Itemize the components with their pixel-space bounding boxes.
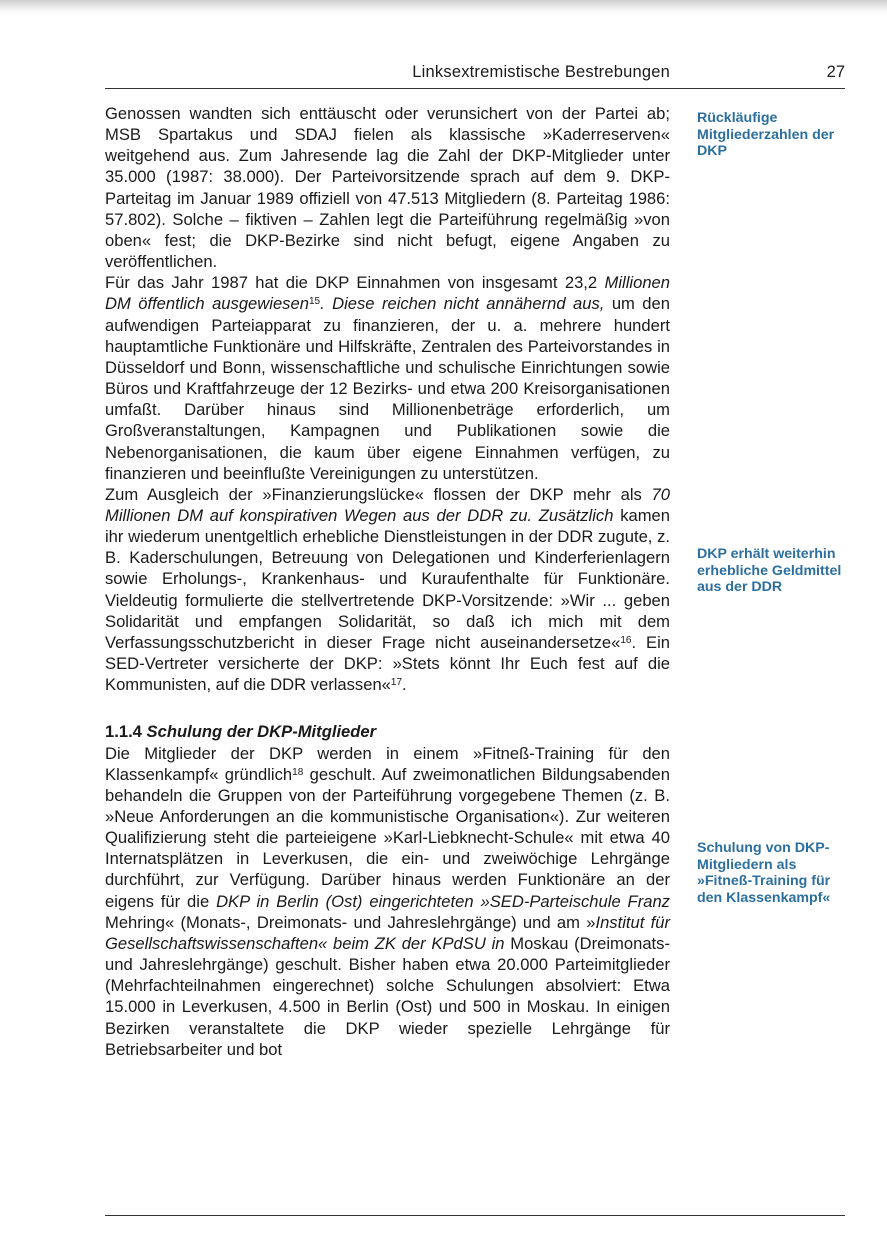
italic-span: Institut für Gesellschaftswissenschaften« beim ZK der KPdSU in [105,912,670,953]
footnote-ref: 16 [620,634,632,646]
text-span: um den aufwendigen Parteiapparat zu finanzieren, der u. a. mehrere hundert hauptamtliche Funktionäre und Hilfskräfte, Zentralen des Parteivorstandes in Düsseldorf und Bonn, wissenschaftliche und schulische Einrichtungen sowie Büros und Kraftfahrzeuge der 12 Bezirks- und etwa 200 Kreisorganisationen umfaßt. Darüber hinaus sind Millionenbeträge erforderlich, um Großveranstaltungen, Kampagnen und Publikationen sowie die Nebenorganisationen, die kaum über eigene Einnahmen verfügen, zu finanzieren und beeinflußte Vereinigungen zu unterstützen. [105,294,670,483]
text-span: kamen ihr wiederum unentgeltlich erhebliche Dienstleistungen in der DDR zugute, z. B. Kaderschulungen, Betreuung von Delegationen und Kinderferienlagern sowie Erholungs-, Krankenhaus- und Kuraufenthalte für Funktionäre. Vieldeutig formulierte die stellvertretende DKP-Vorsitzende: »Wir ... geben Solidarität und empfangen Solidarität, so daß ich mich mit dem Verfassungsschutzbericht in dieser Frage nicht auseinandersetze« [105,505,671,652]
paragraph-training [105,743,670,1060]
text-span: . Ein SED-Vertreter versicherte der DKP: »Stets könnt Ihr Euch fest auf die Kommunisten, auf die DDR verlassen« [105,632,670,695]
scan-edge-shadow [0,0,887,16]
text-span: . [402,675,407,695]
italic-span: DKP in Berlin (Ost) eingerichteten »SED-Parteischule Franz [216,891,670,911]
paragraph-membership: Genossen wandten sich enttäuscht oder verunsichert von der Partei ab; MSB Spartakus und SDAJ fielen als klassische »Kaderreserven« weitgehend aus. Zum Jahresende lag die Zahl der DKP-Mitglieder unter 35.000 (1987: 38.000). Der Parteivorsitzende sprach auf dem 9. DKP-Parteitag im Januar 1989 offiziell von 47.513 Mitgliedern (8. Parteitag 1986: 57.802). Solche – fiktiven – Zahlen legt die Parteiführung regelmäßig »von oben« fest; die DKP-Bezirke sind nicht befugt, eigene Angaben zu veröffentlichen. [105,104,670,272]
footnote-ref: 15 [308,296,321,308]
margin-note-membership: Rückläufige Mitgliederzahlen der DKP [697,110,835,159]
text-span: geschult. Auf zweimonatlichen Bildungsabenden behandeln die Gruppen von der Parteiführung vorgegebene Themen (z. B. »Neue Anforderungen an die kommunistische Organisation«). Zur weiteren Qualifizierung steht die parteieigene »Karl-Liebknecht-Schule« mit etwa 40 Internatsplätzen in Leverkusen, die ein- und zweiwöchige Lehrgänge durchführt, zur Verfügung. Darüber hinaus werden Funktionäre an der eigens für die [105,764,670,911]
footnote-ref: 18 [292,766,304,778]
text-span: Mehring« (Monats-, Dreimonats- und Jahreslehrgänge) und am » [105,912,596,932]
footnote-ref: 17 [390,677,403,689]
section-title: Schulung der DKP-Mitglieder [146,722,377,742]
text-span: Moskau (Dreimonats- und Jahreslehrgänge) geschult. Bisher haben etwa 20.000 Parteimitglieder (Mehrfachteilnahmen eingerechnet) solche Schulungen absolviert: Etwa 15.000 in Leverkusen, 4.500 in Berlin (Ost) und 500 in Moskau. In einigen Bezirken veranstaltete die DKP wieder spezielle Lehrgänge für Betriebsarbeiter und bot [105,933,670,1059]
section-number: 1.1.4 [105,722,142,742]
footer-rule [105,1215,845,1216]
italic-span: 70 Millionen DM auf konspirativen Wegen aus der DDR zu. Zusätzlich [105,484,670,525]
header-rule [105,88,845,89]
section-heading [105,721,670,742]
page-number: 27 [826,63,845,81]
running-header [105,63,845,87]
italic-span: Millionen DM öffentlich ausgewiesen [105,273,670,314]
text-span: Für das Jahr 1987 hat die DKP Einnahmen von insgesamt 23,2 [105,273,605,293]
italic-span: . Diese reichen nicht annähernd aus, [320,294,605,314]
paragraph-ddr-funding [105,484,670,696]
margin-note-training: Schulung von DKP-Mitgliedern als »Fitneß-Training für den Klassenkampf« [697,840,831,906]
main-text-column [105,103,670,1060]
running-title: Linksextremistische Bestrebungen [412,63,670,81]
text-span: Die Mitglieder der DKP werden in einem »Fitneß-Training für den Klassenkampf« gründlich [105,743,670,784]
paragraph-finances [105,272,670,484]
text-span: Zum Ausgleich der »Finanzierungslücke« flossen der DKP mehr als [105,484,652,504]
margin-note-ddr-funding: DKP erhält weiterhin erhebliche Geldmittel aus der DDR [697,546,842,595]
